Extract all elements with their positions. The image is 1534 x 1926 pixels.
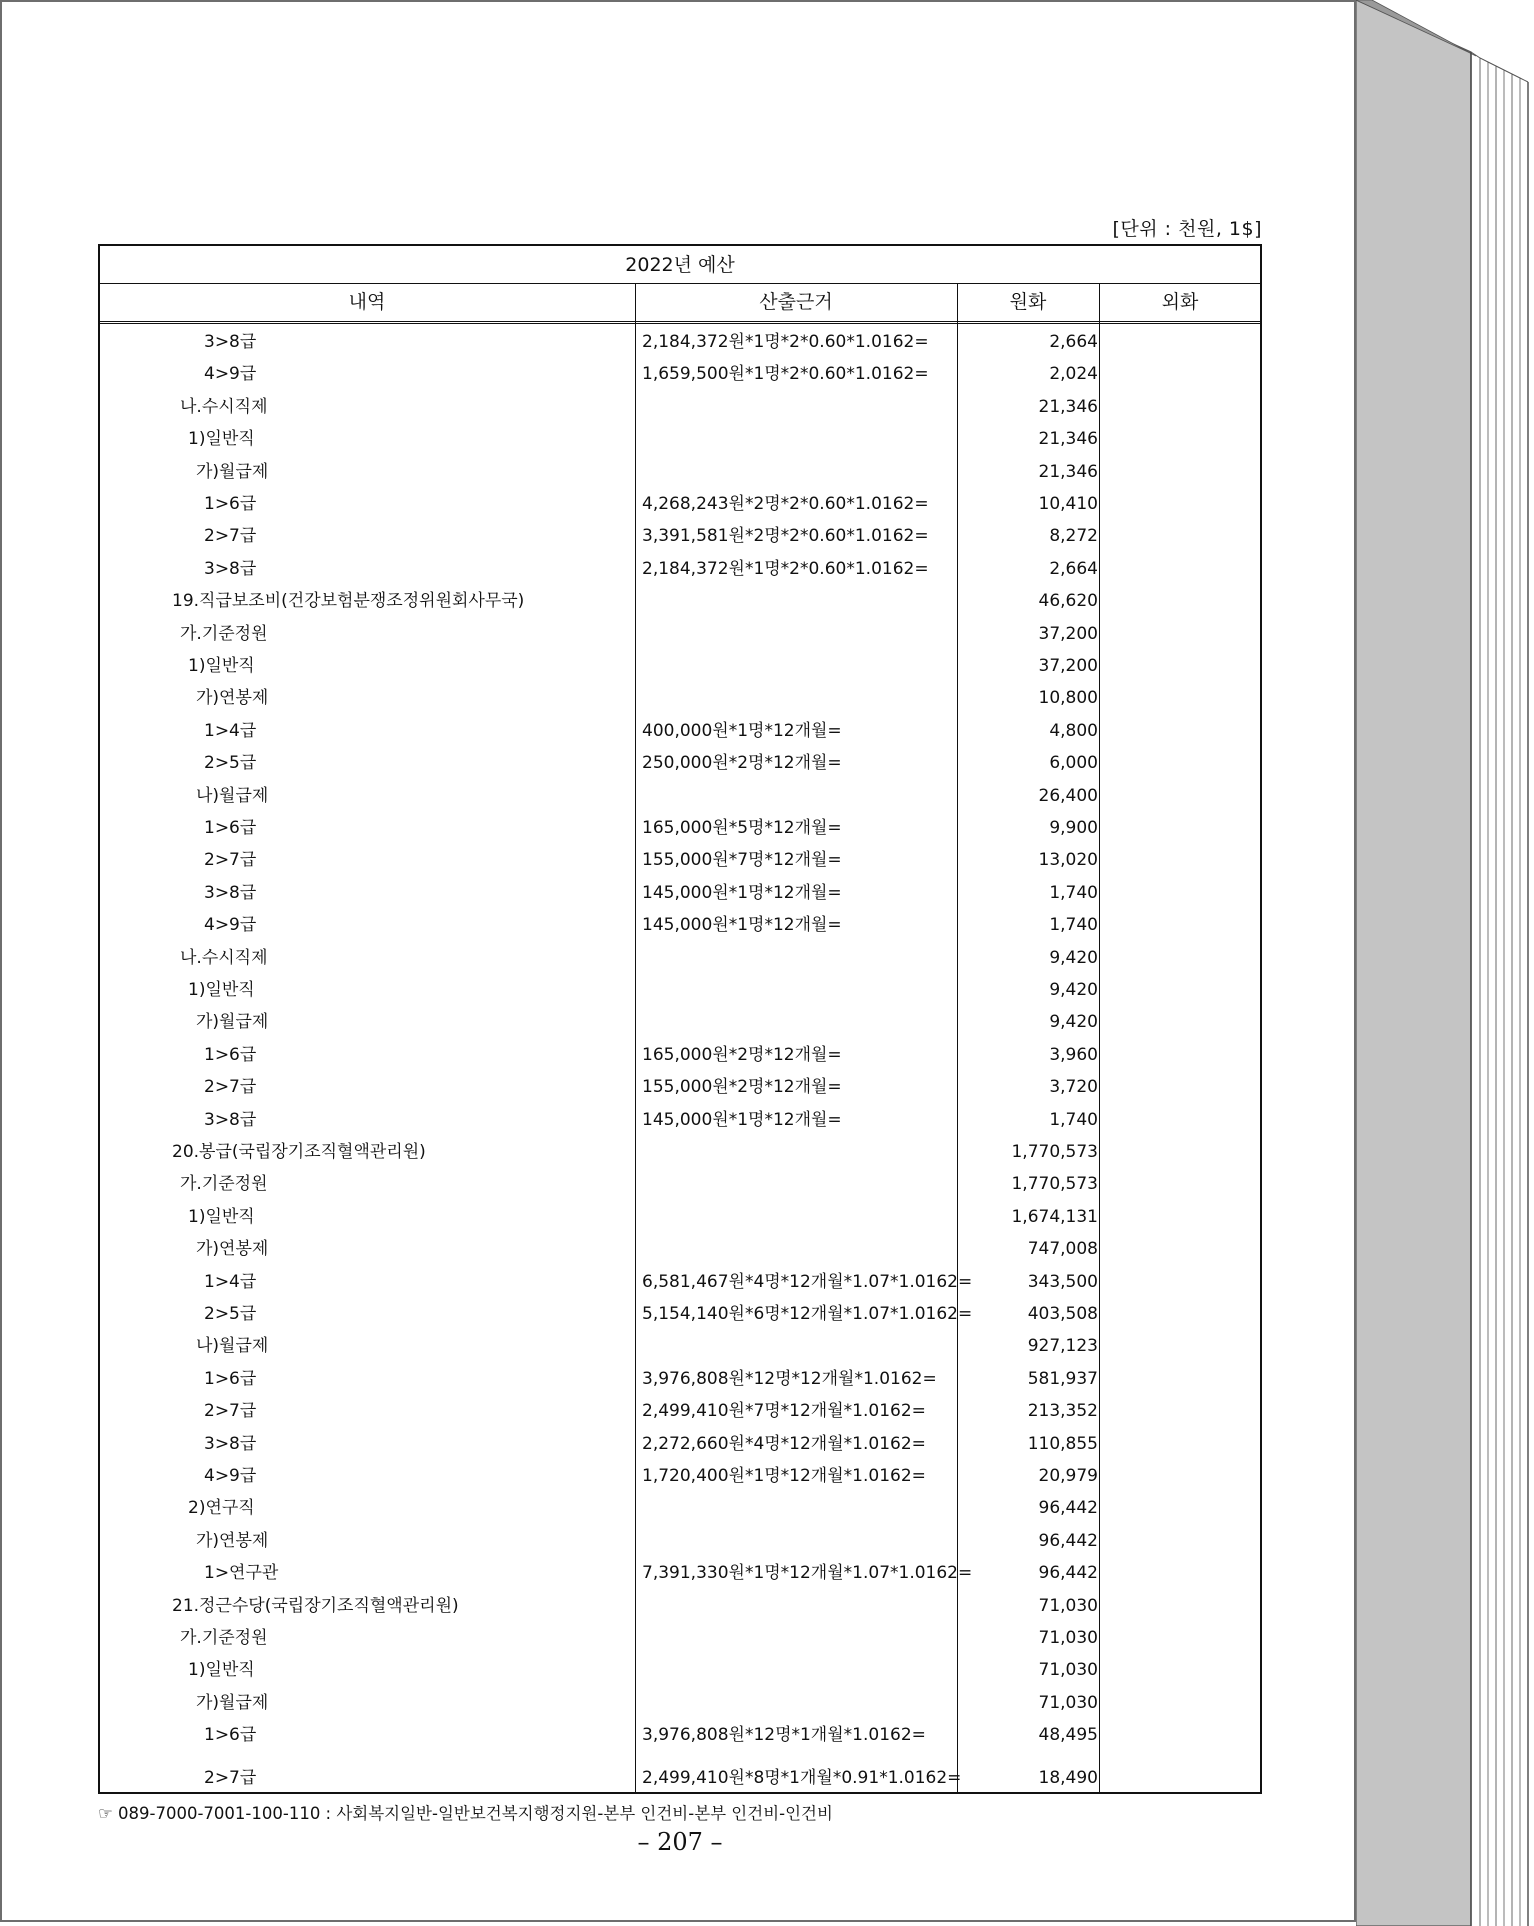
- table-row: [100, 1557, 1260, 1589]
- row-won: 13,020: [1038, 850, 1098, 871]
- row-desc: 2>7급: [204, 1401, 257, 1422]
- row-basis: 5,154,140원*6명*12개월*1.07*1.0162=: [642, 1304, 973, 1324]
- row-basis: 2,499,410원*7명*12개월*1.0162=: [642, 1401, 926, 1422]
- table-row: [100, 585, 1260, 617]
- row-basis: 3,391,581원*2명*2*0.60*1.0162=: [642, 526, 929, 547]
- table-row: [100, 1330, 1260, 1362]
- row-desc: 1)일반직: [188, 1206, 255, 1227]
- table-row: [100, 650, 1260, 682]
- row-won: 213,352: [1027, 1401, 1098, 1422]
- table-row: [100, 747, 1260, 779]
- row-desc: 2>7급: [204, 526, 257, 547]
- row-desc: 가)연봉제: [196, 688, 269, 709]
- row-won: 20,979: [1038, 1466, 1098, 1486]
- table-row: [100, 1460, 1260, 1492]
- table-row: [100, 1104, 1260, 1136]
- table-row: [100, 423, 1260, 455]
- row-won: 48,495: [1038, 1725, 1098, 1746]
- table-row: [100, 358, 1260, 390]
- table-row: [100, 1136, 1260, 1168]
- row-basis: 4,268,243원*2명*2*0.60*1.0162=: [642, 494, 929, 514]
- row-desc: 1>4급: [204, 720, 257, 741]
- row-won: 2,664: [1049, 332, 1098, 352]
- row-basis: 3,976,808원*12명*12개월*1.0162=: [642, 1368, 937, 1389]
- row-won: 10,800: [1038, 688, 1098, 709]
- row-basis: 155,000원*2명*12개월=: [642, 1077, 842, 1098]
- row-won: 96,442: [1038, 1530, 1098, 1551]
- row-basis: 145,000원*1명*12개월=: [642, 915, 842, 936]
- row-basis: 2,499,410원*8명*1개월*0.91*1.0162=: [642, 1767, 962, 1788]
- row-won: 96,442: [1038, 1498, 1098, 1519]
- row-desc: 2>7급: [204, 850, 257, 871]
- row-won: 4,800: [1049, 720, 1098, 741]
- row-desc: 나.수시직제: [180, 947, 268, 968]
- table-row: [100, 1233, 1260, 1265]
- row-won: 3,720: [1049, 1077, 1098, 1098]
- table-row: [100, 1071, 1260, 1103]
- row-desc: 가.기준정원: [180, 1174, 268, 1195]
- table-row: [100, 553, 1260, 585]
- row-desc: 나)월급제: [196, 1336, 269, 1357]
- table-row: [100, 391, 1260, 423]
- page-stack-edge: [1356, 0, 1534, 1926]
- row-basis: 165,000원*2명*12개월=: [642, 1044, 842, 1065]
- row-basis: 2,272,660원*4명*12개월*1.0162=: [642, 1433, 926, 1454]
- row-won: 96,442: [1038, 1563, 1098, 1584]
- row-basis: 7,391,330원*1명*12개월*1.07*1.0162=: [642, 1563, 973, 1584]
- row-won: 46,620: [1038, 591, 1098, 612]
- table-row: [100, 715, 1260, 747]
- row-won: 21,346: [1038, 396, 1098, 417]
- row-desc: 1)일반직: [188, 1660, 255, 1681]
- row-desc: 1>6급: [204, 1368, 257, 1389]
- row-desc: 2>7급: [204, 1077, 257, 1098]
- table-title: 2022년 예산: [100, 246, 1260, 284]
- row-won: 26,400: [1038, 785, 1098, 806]
- table-row: [100, 520, 1260, 552]
- row-won: 9,900: [1049, 818, 1098, 838]
- row-desc: 3>8급: [204, 332, 257, 352]
- row-won: 343,500: [1027, 1271, 1098, 1292]
- row-won: 1,740: [1049, 1109, 1098, 1130]
- row-won: 747,008: [1027, 1239, 1098, 1260]
- row-desc: 가)월급제: [196, 1692, 269, 1713]
- page-number: – 207 –: [637, 1828, 723, 1856]
- row-won: 10,410: [1038, 494, 1098, 514]
- table-row: [100, 1006, 1260, 1038]
- header-won: 원화: [1009, 291, 1047, 313]
- row-won: 2,664: [1049, 558, 1098, 579]
- table-row: [100, 682, 1260, 714]
- row-won: 21,346: [1038, 461, 1098, 482]
- table-row: [100, 1363, 1260, 1395]
- row-won: 1,740: [1049, 915, 1098, 936]
- table-row: [100, 780, 1260, 812]
- row-desc: 1)일반직: [188, 980, 255, 1000]
- row-desc: 가)연봉제: [196, 1239, 269, 1260]
- row-desc: 2>7급: [204, 1767, 257, 1788]
- row-desc: 가.기준정원: [180, 1628, 268, 1648]
- table-row: [100, 844, 1260, 876]
- row-desc: 가)월급제: [196, 1012, 269, 1033]
- row-desc: 가)연봉제: [196, 1530, 269, 1551]
- table-row: [100, 942, 1260, 974]
- row-won: 3,960: [1049, 1044, 1098, 1065]
- row-desc: 나)월급제: [196, 785, 269, 806]
- table-row: [100, 1168, 1260, 1200]
- row-desc: 1>4급: [204, 1271, 257, 1292]
- table-row: [100, 1622, 1260, 1654]
- table-row: [100, 1525, 1260, 1557]
- row-desc: 4>9급: [204, 915, 257, 936]
- table-row: [100, 488, 1260, 520]
- table-row: [100, 1654, 1260, 1686]
- row-won: 403,508: [1027, 1304, 1098, 1324]
- table-row: [100, 618, 1260, 650]
- row-basis: 2,184,372원*1명*2*0.60*1.0162=: [642, 332, 929, 352]
- row-desc: 가.기준정원: [180, 623, 268, 644]
- table-row: [100, 877, 1260, 909]
- table-row: [100, 974, 1260, 1006]
- row-won: 37,200: [1038, 623, 1098, 644]
- table-row: [100, 1201, 1260, 1233]
- row-basis: 155,000원*7명*12개월=: [642, 850, 842, 871]
- row-basis: 250,000원*2명*12개월=: [642, 753, 842, 774]
- row-won: 71,030: [1038, 1595, 1098, 1616]
- row-desc: 1>6급: [204, 494, 257, 514]
- row-won: 1,740: [1049, 882, 1098, 903]
- row-won: 71,030: [1038, 1692, 1098, 1713]
- row-desc: 2>5급: [204, 753, 257, 774]
- row-desc: 1)일반직: [188, 429, 255, 450]
- row-desc: 1>6급: [204, 818, 257, 838]
- row-won: 9,420: [1049, 947, 1098, 968]
- table-row: [100, 1395, 1260, 1427]
- row-desc: 1>6급: [204, 1044, 257, 1065]
- row-basis: 2,184,372원*1명*2*0.60*1.0162=: [642, 558, 929, 579]
- table-row: [100, 909, 1260, 941]
- table-row: [100, 1719, 1260, 1751]
- row-won: 37,200: [1038, 656, 1098, 676]
- row-basis: 400,000원*1명*12개월=: [642, 720, 842, 741]
- row-basis: 145,000원*1명*12개월=: [642, 882, 842, 903]
- table-row: [100, 1762, 1260, 1794]
- row-desc: 21.정근수당(국립장기조직혈액관리원): [172, 1595, 459, 1616]
- row-won: 21,346: [1038, 429, 1098, 450]
- row-basis: 145,000원*1명*12개월=: [642, 1109, 842, 1130]
- row-won: 581,937: [1027, 1368, 1098, 1389]
- unit-label: [단위 : 천원, 1$]: [1112, 218, 1262, 240]
- row-won: 9,420: [1049, 1012, 1098, 1033]
- row-desc: 나.수시직제: [180, 396, 268, 417]
- header-desc: 내역: [348, 291, 386, 313]
- table-row: [100, 1590, 1260, 1622]
- row-desc: 19.직급보조비(건강보험분쟁조정위원회사무국): [172, 591, 525, 612]
- row-won: 2,024: [1049, 364, 1098, 385]
- header-fx: 외화: [1161, 291, 1199, 313]
- row-desc: 1>6급: [204, 1725, 257, 1746]
- row-basis: 165,000원*5명*12개월=: [642, 818, 842, 838]
- row-won: 71,030: [1038, 1660, 1098, 1681]
- table-row: [100, 326, 1260, 358]
- row-won: 1,674,131: [1011, 1206, 1098, 1227]
- budget-table: [98, 244, 1262, 1794]
- row-won: 927,123: [1027, 1336, 1098, 1357]
- row-desc: 3>8급: [204, 882, 257, 903]
- row-desc: 4>9급: [204, 1466, 257, 1486]
- row-desc: 4>9급: [204, 364, 257, 385]
- row-won: 71,030: [1038, 1628, 1098, 1648]
- table-row: [100, 1266, 1260, 1298]
- row-desc: 1>연구관: [204, 1563, 279, 1584]
- row-basis: 1,659,500원*1명*2*0.60*1.0162=: [642, 364, 929, 385]
- footnote: ☞ 089-7000-7001-100-110 : 사회복지일반-일반보건복지행정지원-본부 인건비-본부 인건비-인건비: [98, 1804, 833, 1823]
- row-won: 9,420: [1049, 980, 1098, 1000]
- row-desc: 2)연구직: [188, 1498, 255, 1519]
- row-desc: 3>8급: [204, 1433, 257, 1454]
- row-desc: 가)월급제: [196, 461, 269, 482]
- row-won: 110,855: [1027, 1433, 1098, 1454]
- row-won: 18,490: [1038, 1767, 1098, 1788]
- row-basis: 1,720,400원*1명*12개월*1.0162=: [642, 1466, 926, 1486]
- table-row: [100, 1298, 1260, 1330]
- row-won: 1,770,573: [1011, 1142, 1098, 1162]
- table-row: [100, 456, 1260, 488]
- row-basis: 3,976,808원*12명*1개월*1.0162=: [642, 1725, 926, 1746]
- table-header-row: [100, 284, 1260, 324]
- table-row: [100, 1492, 1260, 1524]
- table-row: [100, 1687, 1260, 1719]
- row-won: 8,272: [1049, 526, 1098, 547]
- row-desc: 2>5급: [204, 1304, 257, 1324]
- row-basis: 6,581,467원*4명*12개월*1.07*1.0162=: [642, 1271, 973, 1292]
- row-desc: 1)일반직: [188, 656, 255, 676]
- row-desc: 3>8급: [204, 1109, 257, 1130]
- table-row: [100, 1428, 1260, 1460]
- header-basis: 산출근거: [759, 291, 833, 313]
- row-won: 1,770,573: [1011, 1174, 1098, 1195]
- row-won: 6,000: [1049, 753, 1098, 774]
- row-desc: 20.봉급(국립장기조직혈액관리원): [172, 1142, 426, 1162]
- table-row: [100, 812, 1260, 844]
- row-desc: 3>8급: [204, 558, 257, 579]
- table-row: [100, 1039, 1260, 1071]
